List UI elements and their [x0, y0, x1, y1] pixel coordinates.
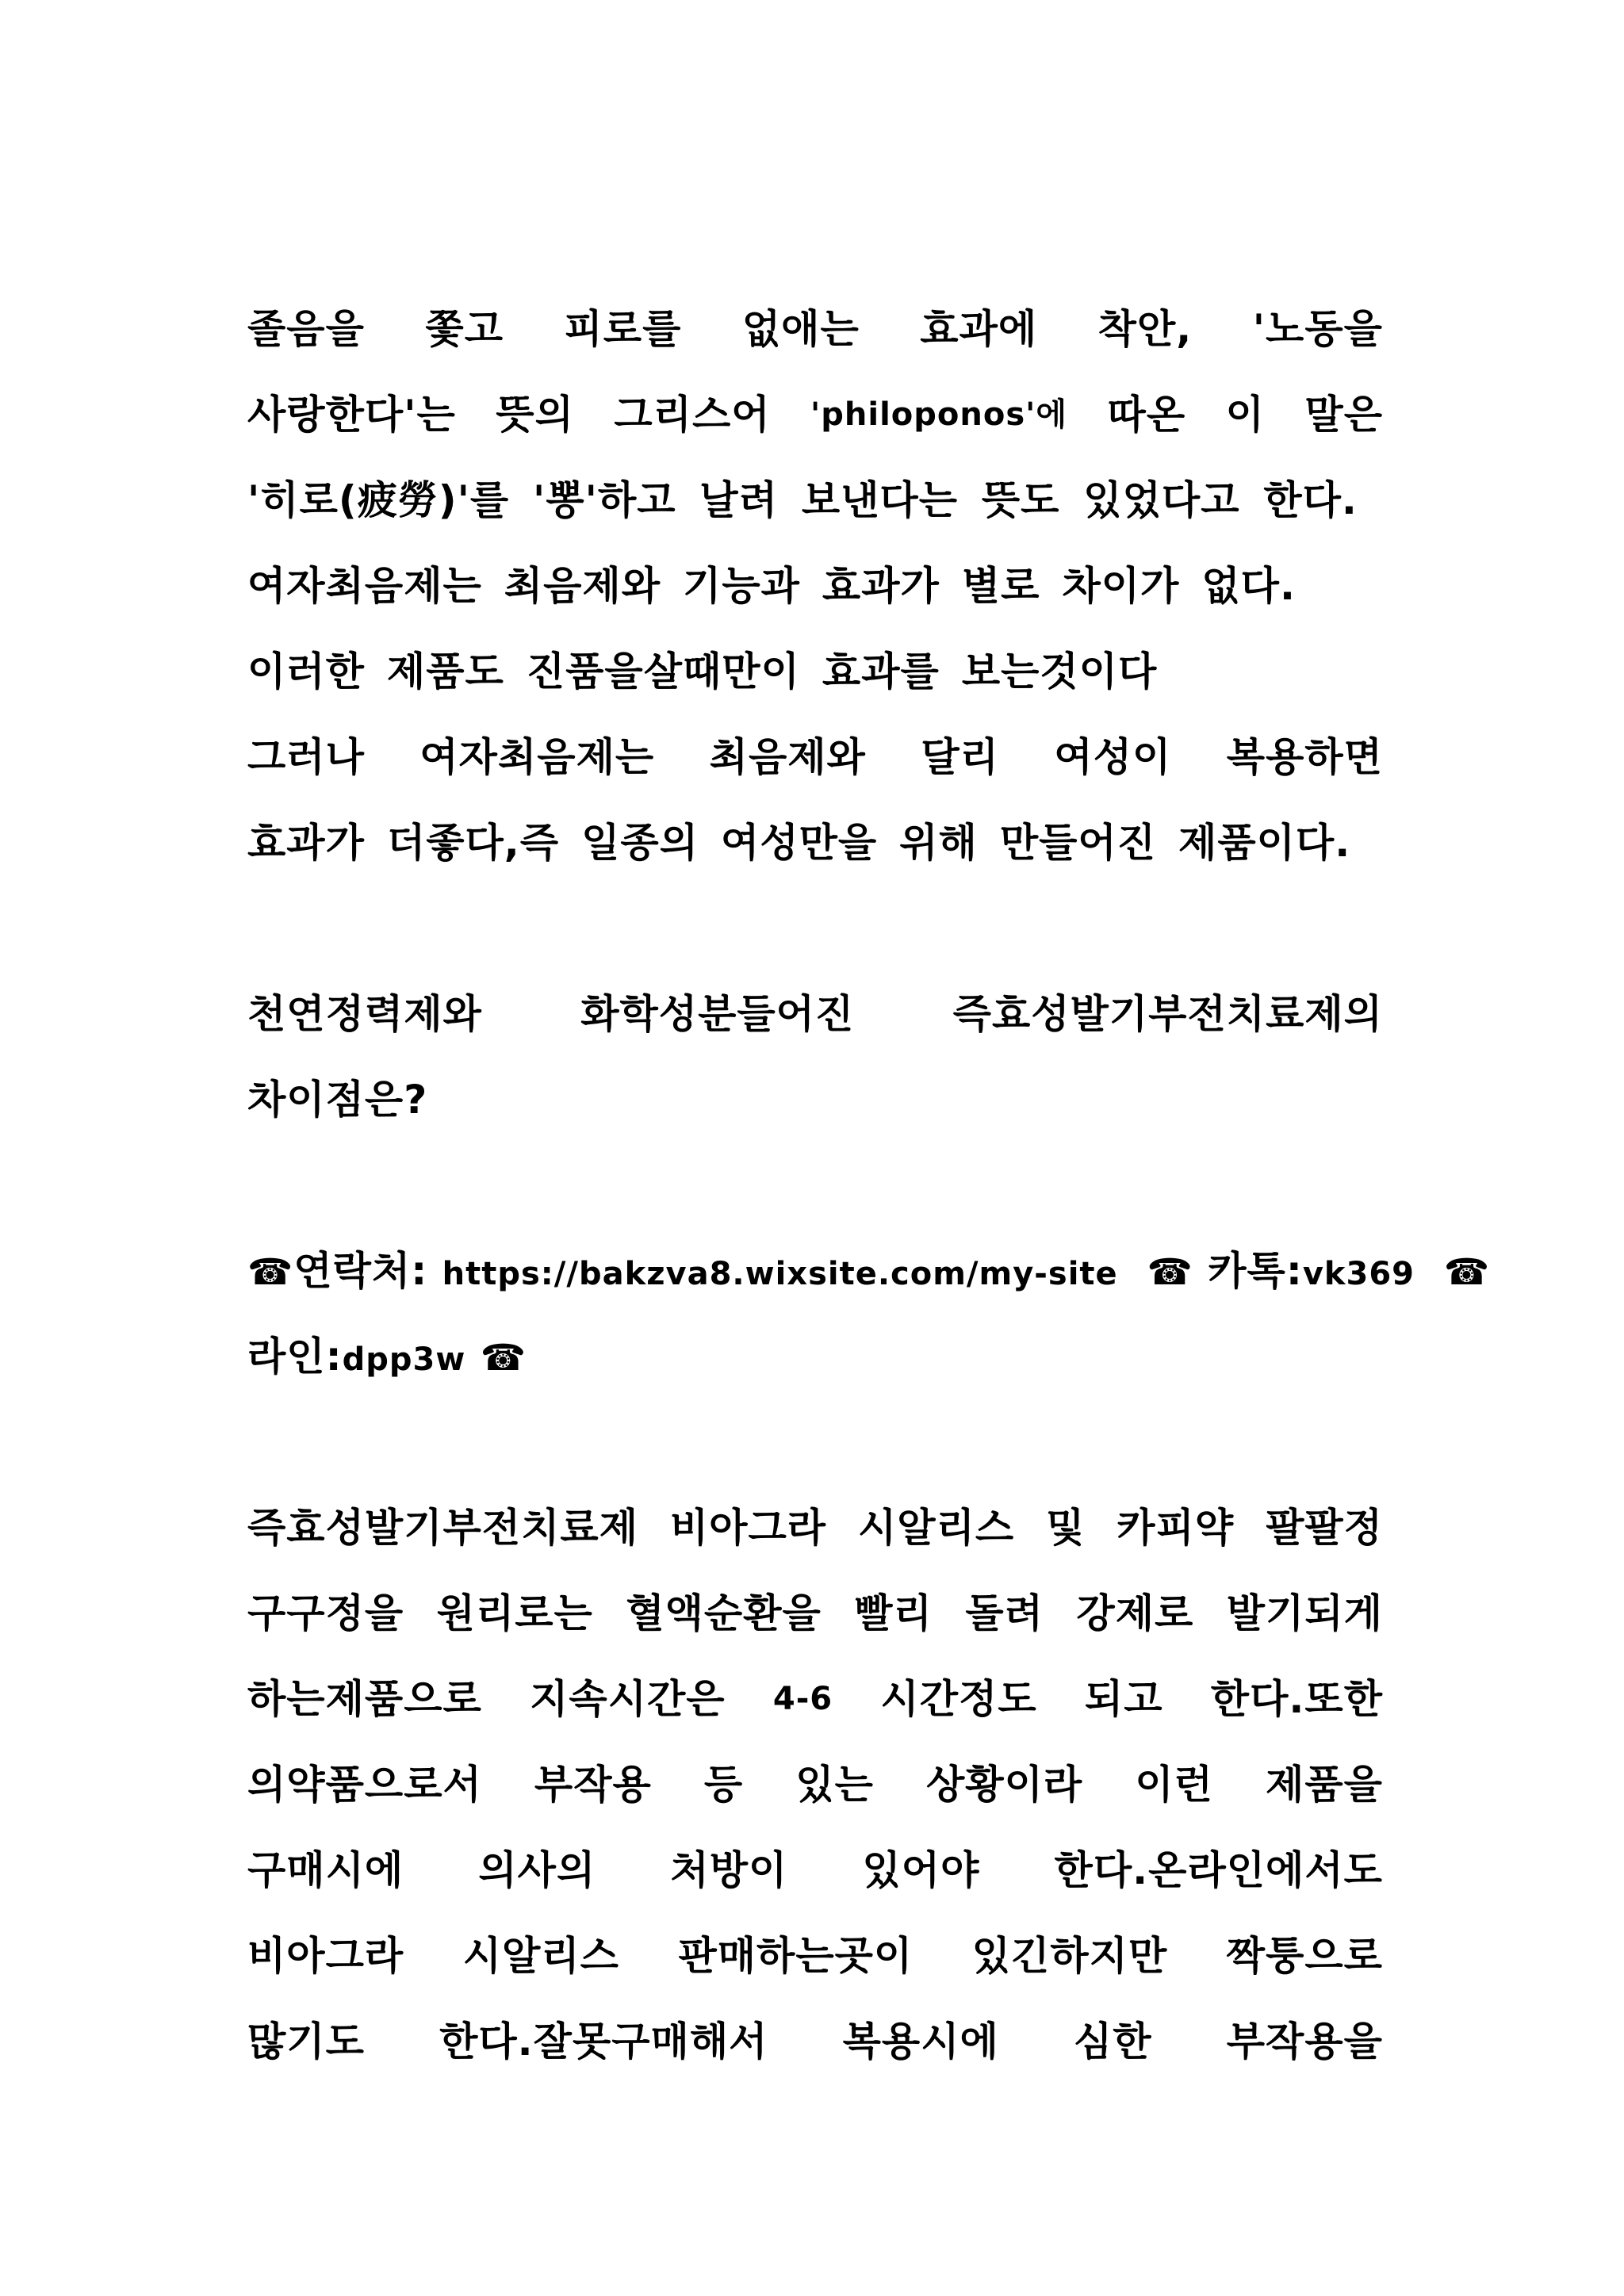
kakao-id: vk369: [1302, 1256, 1415, 1292]
paragraph2-line4: [247, 1757, 1383, 1812]
word: '뽕'하고: [533, 477, 676, 523]
contact-url[interactable]: https://bakzva8.wixsite.com/my-site: [442, 1256, 1118, 1292]
word: 있었다고: [1083, 477, 1240, 523]
word: 있어야: [862, 1847, 980, 1893]
word: 그리스어: [614, 392, 771, 438]
word: 많기도: [247, 2019, 365, 2064]
heading-line2: 차이점은?: [247, 1077, 428, 1123]
word: '히로(疲勞)'를: [247, 477, 510, 523]
word: 효과에: [920, 306, 1038, 352]
paragraph1-line3: [247, 473, 1358, 528]
line-id: dpp3w: [342, 1341, 466, 1378]
word: 있는: [795, 1762, 874, 1808]
word: 피로를: [564, 306, 682, 352]
word: 사랑한다'는: [247, 392, 456, 438]
word: 비아그라: [669, 1505, 827, 1551]
word: 여성이: [1054, 734, 1172, 780]
word: '노동을: [1252, 306, 1383, 352]
word: 뜻의: [496, 392, 574, 438]
word: 복용시에: [842, 2019, 999, 2064]
word: 상황이라: [926, 1762, 1083, 1808]
word: 더좋다,즉: [386, 820, 560, 866]
paragraph2-line7: [247, 2014, 1383, 2069]
word: 제품도: [386, 649, 504, 695]
word: 쫓고: [425, 306, 504, 352]
kakao-label: 카톡:: [1208, 1248, 1303, 1294]
paragraph1-line6: [247, 729, 1383, 785]
paragraph2-line6: [247, 1928, 1383, 1984]
paragraph1-line2: [247, 387, 1383, 442]
word: 최음제와: [504, 563, 661, 609]
word: 팔팔정: [1266, 1505, 1383, 1551]
word: 한다.또한: [1210, 1676, 1383, 1722]
word: 제품이다.: [1178, 820, 1351, 866]
word: 별로: [961, 563, 1040, 609]
paragraph1-line1: [247, 301, 1383, 357]
word: 심한: [1073, 2019, 1152, 2064]
word: 부작용을: [1226, 2019, 1383, 2064]
heading-line1: [247, 986, 1383, 1042]
word: 이러한: [247, 649, 365, 695]
word: 달리: [921, 734, 999, 780]
word: 만들어진: [999, 820, 1157, 866]
word: 돌려: [965, 1590, 1044, 1636]
word: 처방이: [670, 1847, 788, 1893]
word: 효과가: [247, 820, 365, 866]
word: 'philoponos'에: [810, 396, 1068, 433]
phone-icon: ☎: [247, 1250, 294, 1293]
word: 진품을살때만이: [526, 649, 800, 695]
word: 위해: [899, 820, 978, 866]
paragraph1-line7: [247, 815, 1383, 871]
contact-line1: [247, 1243, 1491, 1302]
word: 부작용: [534, 1762, 652, 1808]
contact-line2: [247, 1329, 1383, 1387]
word: 없애는: [741, 306, 860, 352]
word: 즉효성발기부전치료제: [247, 1505, 638, 1551]
word: 날려: [699, 477, 778, 523]
word: 혈액순환을: [626, 1590, 822, 1636]
word: 되고: [1084, 1676, 1163, 1722]
word: 비아그라: [247, 1933, 404, 1979]
word: 이: [1225, 392, 1265, 438]
word: 시간정도: [880, 1676, 1037, 1722]
word: 천연정력제와: [247, 991, 482, 1037]
word: 따온: [1107, 392, 1186, 438]
word: 없다.: [1201, 563, 1296, 609]
word: 시알리스: [462, 1933, 619, 1979]
word: 등: [703, 1762, 744, 1808]
word: 4-6: [772, 1681, 833, 1717]
word: 보낸다는: [801, 477, 959, 523]
paragraph2-line3: [247, 1671, 1383, 1727]
line-label: 라인:: [247, 1334, 343, 1380]
word: 복용하면: [1226, 734, 1383, 780]
word: 최음제와: [709, 734, 866, 780]
word: 의사의: [478, 1847, 596, 1893]
word: 한다.: [1263, 477, 1358, 523]
word: 구매시에: [247, 1847, 404, 1893]
word: 효과가: [822, 563, 940, 609]
word: 졸음을: [247, 306, 365, 352]
word: 짝퉁으로: [1226, 1933, 1383, 1979]
paragraph2-line1: [247, 1500, 1383, 1556]
word: 및: [1046, 1505, 1086, 1551]
word: 카피약: [1116, 1505, 1235, 1551]
word: 의약품으로서: [247, 1762, 482, 1808]
word: 이런: [1135, 1762, 1213, 1808]
word: 기능과: [683, 563, 800, 609]
contact-label: 연락처:: [293, 1248, 428, 1294]
paragraph1-line5: [247, 644, 1383, 699]
word: 강제로: [1076, 1590, 1194, 1636]
word: 차이가: [1062, 563, 1180, 609]
word: 그러나: [247, 734, 365, 780]
phone-icon: ☎: [1147, 1250, 1193, 1293]
word: 뜻도: [981, 477, 1060, 523]
word: 있긴하지만: [971, 1933, 1168, 1979]
word: 한다.잘못구매해서: [439, 2019, 768, 2064]
phone-icon: ☎: [480, 1336, 527, 1379]
paragraph1-line4: [247, 558, 1383, 614]
word: 지속시간은: [530, 1676, 726, 1722]
word: 효과를: [822, 649, 940, 695]
word: 시알리스: [857, 1505, 1015, 1551]
word: 여자최음제는: [419, 734, 655, 780]
phone-icon: ☎: [1443, 1250, 1491, 1293]
word: 구구정을: [247, 1590, 404, 1636]
word: 여자최음제는: [247, 563, 482, 609]
word: 제품을: [1266, 1762, 1383, 1808]
word: 판매하는곳이: [678, 1933, 914, 1979]
word: 착안,: [1097, 306, 1193, 352]
word: 발기되게: [1226, 1590, 1383, 1636]
word: 하는제품으로: [247, 1676, 482, 1722]
paragraph2-line5: [247, 1843, 1383, 1898]
word: 원리로는: [436, 1590, 593, 1636]
word: 한다.온라인에서도: [1054, 1847, 1383, 1893]
paragraph2-line2: [247, 1586, 1383, 1641]
word: 말은: [1304, 392, 1383, 438]
word: 화학성분들어진: [580, 991, 855, 1037]
word: 빨리: [854, 1590, 933, 1636]
word: 여성만을: [721, 820, 878, 866]
word: 보는것이다: [961, 649, 1158, 695]
word: 즉효성발기부전치료제의: [952, 991, 1383, 1037]
word: 일종의: [581, 820, 699, 866]
